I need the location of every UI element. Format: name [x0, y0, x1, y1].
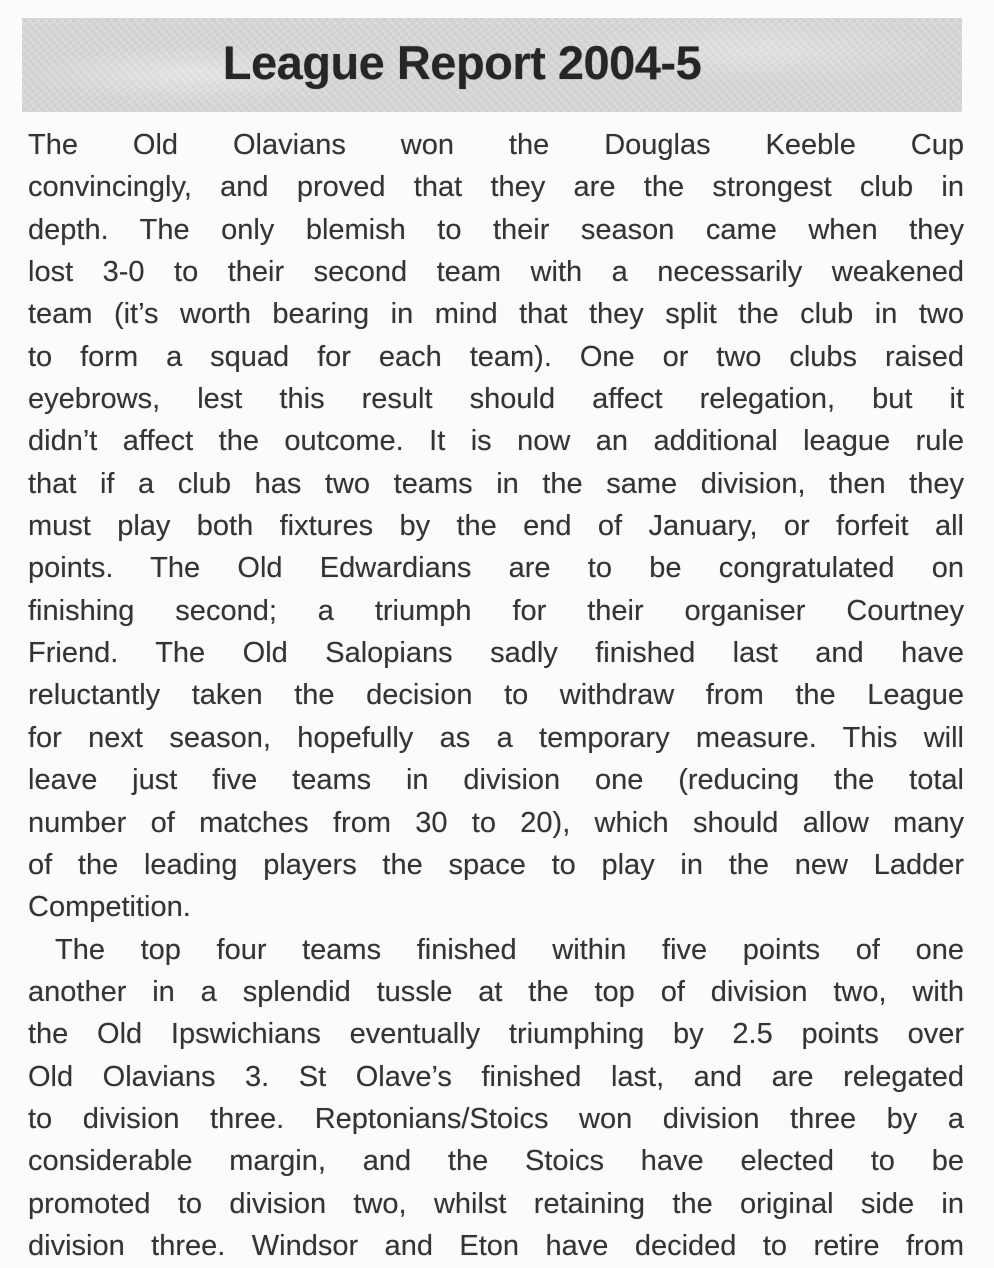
text-line: for next season, hopefully as a temporary measure. This will [28, 721, 964, 754]
text-line: reluctantly taken the decision to withdraw from the League [28, 679, 964, 712]
report-body-text [28, 124, 964, 1267]
text-line: number of matches from 30 to 20), which should allow many [28, 806, 964, 839]
text-line: points. The Old Edwardians are to be congratulated on [28, 552, 964, 585]
text-line: finishing second; a triumph for their organiser Courtney [28, 594, 964, 627]
report-title-band [22, 18, 962, 112]
text-line: Competition. [28, 891, 191, 924]
text-line: eyebrows, lest this result should affect relegation, but it [28, 383, 964, 416]
text-line: lost 3-0 to their second team with a necessarily weakened [28, 256, 964, 289]
text-line: the Old Ipswichians eventually triumphing by 2.5 points over [28, 1018, 964, 1051]
text-line: Old Olavians 3. St Olave’s finished last, and are relegated [28, 1060, 964, 1093]
text-line: leave just five teams in division one (reducing the total [28, 764, 964, 797]
text-line: The top four teams finished within five points of one [55, 933, 964, 966]
text-line: Friend. The Old Salopians sadly finished last and have [28, 637, 964, 670]
text-line: convincingly, and proved that they are the strongest club in [28, 171, 964, 204]
text-line: another in a splendid tussle at the top of division two, with [28, 975, 964, 1008]
text-line: must play both fixtures by the end of January, or forfeit all [28, 510, 964, 543]
page-title: League Report 2004-5 [222, 35, 702, 89]
text-line: division three. Windsor and Eton have decided to retire from [28, 1229, 964, 1262]
text-line: of the leading players the space to play in the new Ladder [28, 848, 964, 881]
text-line: that if a club has two teams in the same division, then they [28, 467, 964, 500]
text-line: depth. The only blemish to their season came when they [28, 213, 964, 246]
text-line: to form a squad for each team). One or two clubs raised [28, 340, 964, 373]
text-line: team (it’s worth bearing in mind that they split the club in two [28, 298, 964, 331]
text-line: to division three. Reptonians/Stoics won division three by a [28, 1102, 964, 1135]
text-line: The Old Olavians won the Douglas Keeble Cup [28, 129, 964, 161]
text-line: considerable margin, and the Stoics have elected to be [28, 1145, 964, 1178]
text-line: didn’t affect the outcome. It is now an additional league rule [28, 425, 964, 458]
text-line: promoted to division two, whilst retaining the original side in [28, 1187, 964, 1220]
